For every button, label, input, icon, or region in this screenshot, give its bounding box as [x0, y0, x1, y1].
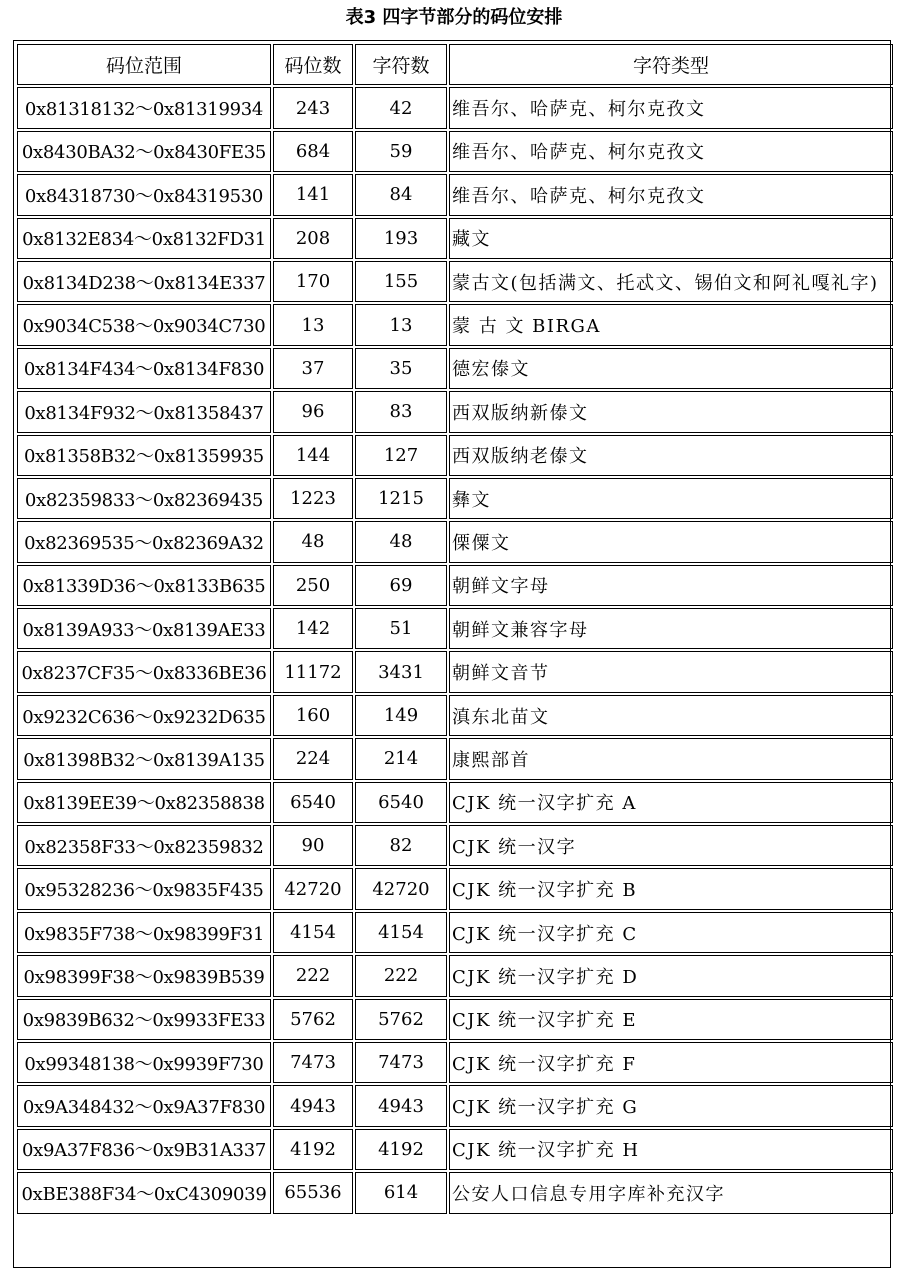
chars-cell: 42	[355, 87, 447, 128]
code-points-cell: 243	[273, 87, 353, 128]
table-row	[17, 87, 893, 128]
chars-cell: 13	[355, 304, 447, 345]
code-points-cell: 37	[273, 348, 353, 389]
range-cell: 0x99348138～0x9939F730	[17, 1042, 271, 1083]
range-cell: 0x81398B32～0x8139A135	[17, 738, 271, 779]
table-row	[17, 521, 893, 562]
code-point-table	[15, 42, 895, 1216]
chars-cell: 4943	[355, 1085, 447, 1126]
table-row	[17, 1085, 893, 1126]
table-caption: 表3 四字节部分的码位安排	[345, 7, 563, 28]
range-cell: 0x8237CF35～0x8336BE36	[17, 651, 271, 692]
type-cell: 康熙部首	[449, 738, 893, 779]
code-points-cell: 5762	[273, 999, 353, 1040]
range-cell: 0x82359833～0x82369435	[17, 478, 271, 519]
chars-cell: 35	[355, 348, 447, 389]
chars-cell: 193	[355, 218, 447, 259]
table-row	[17, 608, 893, 649]
chars-cell: 82	[355, 825, 447, 866]
type-cell: CJK 统一汉字扩充 G	[449, 1085, 893, 1126]
range-cell: 0x8134F932～0x81358437	[17, 391, 271, 432]
range-cell: 0x81339D36～0x8133B635	[17, 565, 271, 606]
type-cell: 西双版纳新傣文	[449, 391, 893, 432]
type-cell: CJK 统一汉字扩充 B	[449, 868, 893, 909]
type-cell: 蒙古文(包括满文、托忒文、锡伯文和阿礼嘎礼字)	[449, 261, 893, 302]
code-points-cell: 4154	[273, 912, 353, 953]
type-cell: 德宏傣文	[449, 348, 893, 389]
code-points-cell: 208	[273, 218, 353, 259]
table-row	[17, 261, 893, 302]
code-points-cell: 142	[273, 608, 353, 649]
chars-cell: 69	[355, 565, 447, 606]
type-cell: 公安人口信息专用字库补充汉字	[449, 1172, 893, 1213]
range-cell: 0x8132E834～0x8132FD31	[17, 218, 271, 259]
range-cell: 0x81318132～0x81319934	[17, 87, 271, 128]
chars-cell: 222	[355, 955, 447, 996]
table-row	[17, 912, 893, 953]
chars-cell: 3431	[355, 651, 447, 692]
table-row	[17, 695, 893, 736]
range-cell: 0x95328236～0x9835F435	[17, 868, 271, 909]
range-cell: 0x82358F33～0x82359832	[17, 825, 271, 866]
code-points-cell: 160	[273, 695, 353, 736]
table-row	[17, 131, 893, 172]
chars-cell: 59	[355, 131, 447, 172]
type-cell: 傈僳文	[449, 521, 893, 562]
chars-cell: 51	[355, 608, 447, 649]
code-points-cell: 65536	[273, 1172, 353, 1213]
code-points-cell: 7473	[273, 1042, 353, 1083]
range-cell: 0x81358B32～0x81359935	[17, 435, 271, 476]
type-cell: 彝文	[449, 478, 893, 519]
table-row	[17, 348, 893, 389]
range-cell: 0x9232C636～0x9232D635	[17, 695, 271, 736]
range-cell: 0xBE388F34～0xC4309039	[17, 1172, 271, 1213]
table-row	[17, 1042, 893, 1083]
range-cell: 0x8139EE39～0x82358838	[17, 782, 271, 823]
chars-cell: 42720	[355, 868, 447, 909]
type-cell: CJK 统一汉字扩充 H	[449, 1129, 893, 1170]
table-row	[17, 391, 893, 432]
type-cell: 蒙 古 文 BIRGA	[449, 304, 893, 345]
code-points-cell: 224	[273, 738, 353, 779]
type-cell: CJK 统一汉字	[449, 825, 893, 866]
table-row	[17, 782, 893, 823]
type-cell: 滇东北苗文	[449, 695, 893, 736]
table-row	[17, 1172, 893, 1213]
type-cell: 朝鲜文字母	[449, 565, 893, 606]
code-points-cell: 1223	[273, 478, 353, 519]
table-row	[17, 1129, 893, 1170]
table-row	[17, 868, 893, 909]
code-points-cell: 684	[273, 131, 353, 172]
code-points-cell: 48	[273, 521, 353, 562]
chars-cell: 127	[355, 435, 447, 476]
table-row	[17, 738, 893, 779]
chars-cell: 5762	[355, 999, 447, 1040]
table-row	[17, 565, 893, 606]
chars-cell: 4192	[355, 1129, 447, 1170]
header-row	[17, 44, 893, 85]
type-cell: CJK 统一汉字扩充 D	[449, 955, 893, 996]
range-cell: 0x84318730～0x84319530	[17, 174, 271, 215]
code-points-cell: 90	[273, 825, 353, 866]
range-cell: 0x98399F38～0x9839B539	[17, 955, 271, 996]
type-cell: 朝鲜文兼容字母	[449, 608, 893, 649]
range-cell: 0x8430BA32～0x8430FE35	[17, 131, 271, 172]
header-chars: 字符数	[355, 44, 447, 85]
code-points-cell: 11172	[273, 651, 353, 692]
type-cell: CJK 统一汉字扩充 C	[449, 912, 893, 953]
table-row	[17, 478, 893, 519]
header-type: 字符类型	[449, 44, 893, 85]
chars-cell: 83	[355, 391, 447, 432]
chars-cell: 6540	[355, 782, 447, 823]
code-points-cell: 141	[273, 174, 353, 215]
chars-cell: 4154	[355, 912, 447, 953]
type-cell: 朝鲜文音节	[449, 651, 893, 692]
type-cell: CJK 统一汉字扩充 F	[449, 1042, 893, 1083]
type-cell: 维吾尔、哈萨克、柯尔克孜文	[449, 87, 893, 128]
table-row	[17, 435, 893, 476]
chars-cell: 7473	[355, 1042, 447, 1083]
code-points-cell: 13	[273, 304, 353, 345]
range-cell: 0x8134F434～0x8134F830	[17, 348, 271, 389]
code-points-cell: 222	[273, 955, 353, 996]
range-cell: 0x8134D238～0x8134E337	[17, 261, 271, 302]
range-cell: 0x9A37F836～0x9B31A337	[17, 1129, 271, 1170]
table-row	[17, 825, 893, 866]
code-points-cell: 42720	[273, 868, 353, 909]
code-points-cell: 6540	[273, 782, 353, 823]
table-row	[17, 999, 893, 1040]
code-points-cell: 170	[273, 261, 353, 302]
header-code-points: 码位数	[273, 44, 353, 85]
code-points-cell: 4192	[273, 1129, 353, 1170]
type-cell: 藏文	[449, 218, 893, 259]
type-cell: 西双版纳老傣文	[449, 435, 893, 476]
table-row	[17, 174, 893, 215]
chars-cell: 48	[355, 521, 447, 562]
type-cell: CJK 统一汉字扩充 E	[449, 999, 893, 1040]
range-cell: 0x8139A933～0x8139AE33	[17, 608, 271, 649]
chars-cell: 84	[355, 174, 447, 215]
range-cell: 0x9034C538～0x9034C730	[17, 304, 271, 345]
header-range: 码位范围	[17, 44, 271, 85]
chars-cell: 614	[355, 1172, 447, 1213]
chars-cell: 155	[355, 261, 447, 302]
table-row	[17, 651, 893, 692]
chars-cell: 149	[355, 695, 447, 736]
range-cell: 0x9A348432～0x9A37F830	[17, 1085, 271, 1126]
range-cell: 0x9835F738～0x98399F31	[17, 912, 271, 953]
code-points-cell: 250	[273, 565, 353, 606]
range-cell: 0x9839B632～0x9933FE33	[17, 999, 271, 1040]
type-cell: 维吾尔、哈萨克、柯尔克孜文	[449, 174, 893, 215]
type-cell: CJK 统一汉字扩充 A	[449, 782, 893, 823]
code-points-cell: 96	[273, 391, 353, 432]
type-cell: 维吾尔、哈萨克、柯尔克孜文	[449, 131, 893, 172]
code-points-cell: 144	[273, 435, 353, 476]
chars-cell: 214	[355, 738, 447, 779]
code-points-cell: 4943	[273, 1085, 353, 1126]
table-row	[17, 304, 893, 345]
table-row	[17, 955, 893, 996]
chars-cell: 1215	[355, 478, 447, 519]
table-row	[17, 218, 893, 259]
range-cell: 0x82369535～0x82369A32	[17, 521, 271, 562]
